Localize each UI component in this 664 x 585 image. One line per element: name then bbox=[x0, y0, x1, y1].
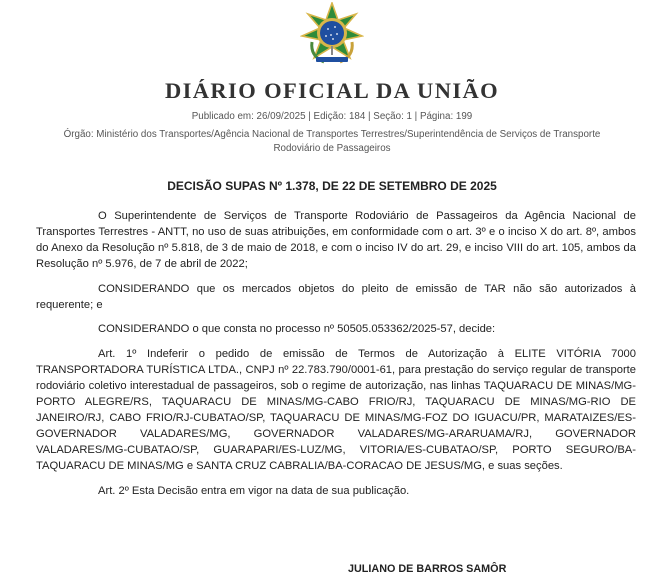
orgao-line: Órgão: Ministério dos Transportes/Agência Nacional de Transportes Terrestres/Superintendência de Serviços de Transporte Rodoviário de Passageiros bbox=[63, 129, 601, 154]
considerando-paragraph-2: CONSIDERANDO o que consta no processo nº 50505.053362/2025-57, decide: bbox=[98, 323, 496, 336]
act-body bbox=[36, 209, 636, 509]
article-1-paragraph: Art. 1º Indeferir o pedido de emissão de Termos de Autorização à ELITE VITÓRIA 7000 TRANSPORTADORA TURÍSTICA LTDA., CNPJ nº 22.783.790/0001-61, para prestação do serviço regular de transporte rodoviário coletivo interestadual de passageiros, sob o regime de autorização, nas linhas TAQUARACU DE MINAS/MG-PORTO ALEGRE/RS, TAQUARACU DE MINAS/MG-CABO FRIO/RJ, TAQUARACU DE MINAS/MG-RIO DE JANEIRO/RJ, CABO FRIO/RJ-CUBATAO/SP, TAQUARACU DE MINAS/MG-FOZ DO IGUACU/PR, MARATAIZES/ES-GOVERNADOR VALADARES/MG, GOVERNADOR VALADARES/MG-ARARUAMA/RJ, GOVERNADOR VALADARES/MG-CUBATAO/SP, GUARAPARI/ES-LUZ/MG, VITORIA/ES-CUBATAO/SP, PORTO SEGURO/BA-TAQUARACU DE MINAS/MG e SANTA CRUZ CABRALIA/BA-CORACAO DE JESUS/MG, e suas seções. bbox=[36, 348, 636, 472]
masthead-title: DIÁRIO OFICIAL DA UNIÃO bbox=[164, 78, 500, 103]
preamble-paragraph: O Superintendente de Serviços de Transporte Rodoviário de Passageiros da Agência Nacional de Transportes Terrestres - ANTT, no uso de suas atribuições, em conformidade com o art. 3º e o inciso X do art. 8º, ambos do Anexo da Resolução nº 5.818, de 3 de maio de 2018, e com o inciso IV do art. 29, e inciso VIII do art. 105, ambos da Resolução nº 5.976, de 7 de abril de 2022; bbox=[36, 210, 636, 270]
signatory-name: JULIANO DE BARROS SAMÔR bbox=[348, 563, 507, 575]
brazil-coat-of-arms-icon bbox=[300, 2, 364, 66]
considerando-paragraph-1: CONSIDERANDO que os mercados objetos do pleito de emissão de TAR não são autorizados à requerente; e bbox=[36, 282, 636, 311]
article-2-paragraph: Art. 2º Esta Decisão entra em vigor na data de sua publicação. bbox=[98, 484, 410, 497]
publication-info: Publicado em: 26/09/2025 | Edição: 184 | Seção: 1 | Página: 199 bbox=[191, 111, 473, 122]
act-title: DECISÃO SUPAS Nº 1.378, DE 22 DE SETEMBRO DE 2025 bbox=[167, 179, 497, 193]
